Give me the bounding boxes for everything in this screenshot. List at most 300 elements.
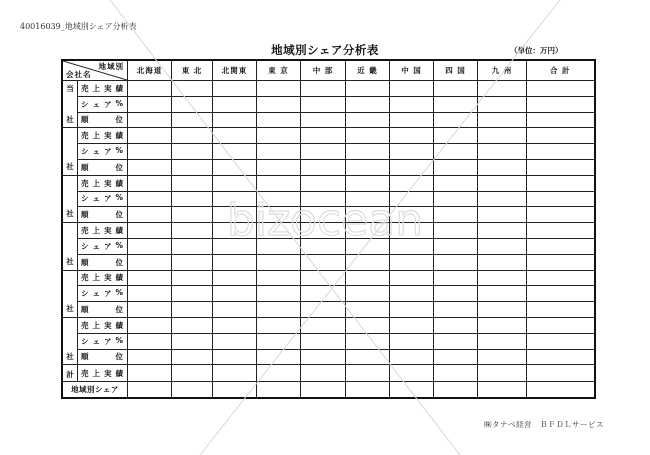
data-cell[interactable]	[172, 365, 213, 382]
data-cell[interactable]	[301, 238, 346, 254]
data-cell[interactable]	[128, 81, 172, 97]
data-cell[interactable]	[434, 128, 478, 144]
metric-char: ェ	[92, 147, 101, 157]
table-row	[62, 128, 595, 144]
data-cell[interactable]	[346, 286, 390, 302]
data-cell[interactable]	[478, 144, 527, 160]
data-cell[interactable]	[434, 112, 478, 128]
region-header: 近 畿	[346, 60, 390, 81]
data-cell[interactable]	[346, 112, 390, 128]
data-cell[interactable]	[478, 254, 527, 270]
data-cell[interactable]	[213, 333, 257, 349]
data-cell[interactable]	[346, 382, 390, 398]
share-analysis-table	[61, 59, 596, 399]
metric-char: 績	[115, 83, 124, 93]
data-cell[interactable]	[346, 349, 390, 365]
data-cell[interactable]	[527, 254, 595, 270]
data-cell[interactable]	[301, 382, 346, 398]
data-cell[interactable]	[172, 112, 213, 128]
company-char: 社	[66, 162, 74, 172]
data-cell[interactable]	[128, 207, 172, 223]
data-cell[interactable]	[346, 317, 390, 333]
data-cell[interactable]	[527, 365, 595, 382]
data-cell[interactable]	[434, 223, 478, 239]
data-cell[interactable]	[301, 302, 346, 318]
metric-char: 上	[92, 273, 101, 283]
metric-char: 位	[115, 115, 124, 125]
data-cell[interactable]	[257, 333, 301, 349]
data-cell[interactable]	[527, 270, 595, 286]
data-cell[interactable]	[128, 96, 172, 112]
data-cell[interactable]	[478, 128, 527, 144]
metric-char: 実	[104, 226, 113, 236]
data-cell[interactable]	[257, 286, 301, 302]
metric-char: 順	[81, 210, 90, 220]
data-cell[interactable]	[213, 254, 257, 270]
corner-top-label: 地域別	[98, 62, 124, 71]
data-cell[interactable]	[172, 238, 213, 254]
table-row	[62, 270, 595, 286]
company-char: 社	[66, 209, 74, 219]
data-cell[interactable]	[172, 159, 213, 175]
metric-char: 順	[81, 305, 90, 315]
metric-char: %	[115, 240, 124, 250]
data-cell[interactable]	[527, 144, 595, 160]
metric-char: 績	[115, 368, 124, 378]
data-cell[interactable]	[213, 175, 257, 191]
data-cell[interactable]	[172, 382, 213, 398]
metric-char: 売	[81, 131, 90, 141]
metric-char: シ	[81, 194, 90, 204]
data-cell[interactable]	[128, 223, 172, 239]
metric-char: %	[115, 98, 124, 108]
data-cell[interactable]	[257, 96, 301, 112]
data-cell[interactable]	[390, 159, 434, 175]
data-cell[interactable]	[527, 96, 595, 112]
data-cell[interactable]	[434, 81, 478, 97]
data-cell[interactable]	[478, 365, 527, 382]
data-cell[interactable]	[257, 302, 301, 318]
company-name-cell[interactable]	[62, 317, 78, 364]
data-cell[interactable]	[346, 128, 390, 144]
metric-label	[78, 207, 128, 223]
data-cell[interactable]	[527, 81, 595, 97]
metric-char: %	[115, 193, 124, 203]
metric-char: 上	[92, 320, 101, 330]
data-cell[interactable]	[213, 191, 257, 207]
data-cell[interactable]	[346, 207, 390, 223]
data-cell[interactable]	[390, 382, 434, 398]
metric-char: 績	[115, 131, 124, 141]
watermark-text: bizocean	[226, 195, 424, 246]
page-title: 地域別シェア分析表	[271, 43, 379, 57]
data-cell[interactable]	[527, 112, 595, 128]
data-cell[interactable]	[390, 81, 434, 97]
region-header: 中 国	[390, 60, 434, 81]
data-cell[interactable]	[128, 365, 172, 382]
data-cell[interactable]	[434, 317, 478, 333]
data-cell[interactable]	[257, 349, 301, 365]
data-cell[interactable]	[527, 128, 595, 144]
data-cell[interactable]	[478, 333, 527, 349]
company-char: 社	[66, 304, 74, 314]
data-cell[interactable]	[128, 254, 172, 270]
data-cell[interactable]	[434, 207, 478, 223]
data-cell[interactable]	[257, 81, 301, 97]
data-cell[interactable]	[257, 238, 301, 254]
data-cell[interactable]	[478, 112, 527, 128]
data-cell[interactable]	[128, 238, 172, 254]
metric-char: 売	[81, 320, 90, 330]
metric-char: ェ	[92, 99, 101, 109]
metric-char: ェ	[92, 336, 101, 346]
metric-label	[78, 191, 128, 207]
data-cell[interactable]	[346, 144, 390, 160]
corner-bottom-label: 会社名	[66, 70, 92, 79]
metric-label	[78, 175, 128, 191]
data-cell[interactable]	[128, 382, 172, 398]
metric-char: 位	[115, 305, 124, 315]
metric-label	[78, 270, 128, 286]
metric-label	[78, 254, 128, 270]
data-cell[interactable]	[478, 191, 527, 207]
data-cell[interactable]	[390, 270, 434, 286]
metric-label	[78, 286, 128, 302]
data-cell[interactable]	[527, 159, 595, 175]
metric-label	[78, 144, 128, 160]
data-cell[interactable]	[213, 223, 257, 239]
data-cell[interactable]	[390, 333, 434, 349]
data-cell[interactable]	[301, 349, 346, 365]
data-cell[interactable]	[346, 333, 390, 349]
data-cell[interactable]	[478, 223, 527, 239]
table-row	[62, 175, 595, 191]
data-cell[interactable]	[434, 238, 478, 254]
metric-char: シ	[81, 99, 90, 109]
data-cell[interactable]	[390, 365, 434, 382]
data-cell[interactable]	[301, 254, 346, 270]
data-cell[interactable]	[434, 191, 478, 207]
data-cell[interactable]	[527, 223, 595, 239]
data-cell[interactable]	[434, 159, 478, 175]
metric-char: 実	[104, 83, 113, 93]
data-cell[interactable]	[172, 175, 213, 191]
data-cell[interactable]	[257, 144, 301, 160]
metric-char: ェ	[92, 289, 101, 299]
data-cell[interactable]	[390, 317, 434, 333]
data-cell[interactable]	[390, 207, 434, 223]
data-cell[interactable]	[478, 349, 527, 365]
data-cell[interactable]	[213, 317, 257, 333]
data-cell[interactable]	[172, 270, 213, 286]
data-cell[interactable]	[172, 317, 213, 333]
data-cell[interactable]	[213, 81, 257, 97]
data-cell[interactable]	[128, 159, 172, 175]
metric-char: %	[115, 335, 124, 345]
data-cell[interactable]	[128, 270, 172, 286]
company-name-cell[interactable]	[62, 81, 78, 128]
data-cell[interactable]	[213, 112, 257, 128]
data-cell[interactable]	[527, 286, 595, 302]
data-cell[interactable]	[478, 175, 527, 191]
data-cell[interactable]	[257, 382, 301, 398]
table-row	[62, 207, 595, 223]
data-cell[interactable]	[434, 270, 478, 286]
data-cell[interactable]	[478, 317, 527, 333]
data-cell[interactable]	[346, 270, 390, 286]
total-metric-label	[78, 365, 128, 382]
data-cell[interactable]	[434, 96, 478, 112]
data-cell[interactable]	[434, 144, 478, 160]
company-name-cell[interactable]	[62, 128, 78, 175]
data-cell[interactable]	[434, 175, 478, 191]
data-cell[interactable]	[301, 223, 346, 239]
data-cell[interactable]	[390, 223, 434, 239]
data-cell[interactable]	[172, 254, 213, 270]
table-row	[62, 349, 595, 365]
data-cell[interactable]	[301, 191, 346, 207]
metric-char: 順	[81, 115, 90, 125]
data-cell[interactable]	[478, 159, 527, 175]
data-cell[interactable]	[434, 382, 478, 398]
data-cell[interactable]	[213, 365, 257, 382]
data-cell[interactable]	[478, 207, 527, 223]
metric-char: ア	[103, 336, 113, 346]
data-cell[interactable]	[390, 112, 434, 128]
table-row	[62, 112, 595, 128]
data-cell[interactable]	[213, 144, 257, 160]
metric-char: ェ	[92, 194, 101, 204]
data-cell[interactable]	[128, 286, 172, 302]
header-row	[62, 60, 595, 81]
data-cell[interactable]	[434, 333, 478, 349]
company-char: 当	[66, 83, 74, 93]
data-cell[interactable]	[301, 365, 346, 382]
data-cell[interactable]	[213, 286, 257, 302]
company-name-cell[interactable]	[62, 175, 78, 222]
data-cell[interactable]	[128, 349, 172, 365]
data-cell[interactable]	[346, 302, 390, 318]
data-cell[interactable]	[478, 302, 527, 318]
data-cell[interactable]	[527, 175, 595, 191]
metric-char: 売	[81, 226, 90, 236]
data-cell[interactable]	[478, 81, 527, 97]
data-cell[interactable]	[434, 302, 478, 318]
data-cell[interactable]	[346, 159, 390, 175]
data-cell[interactable]	[346, 223, 390, 239]
data-cell[interactable]	[128, 333, 172, 349]
data-cell[interactable]	[527, 349, 595, 365]
data-cell[interactable]	[128, 144, 172, 160]
unit-note: （単位：万円）	[510, 46, 563, 55]
metric-label	[78, 223, 128, 239]
data-cell[interactable]	[301, 96, 346, 112]
data-cell[interactable]	[257, 365, 301, 382]
data-cell[interactable]	[346, 191, 390, 207]
data-cell[interactable]	[257, 254, 301, 270]
data-cell[interactable]	[128, 175, 172, 191]
data-cell[interactable]	[257, 159, 301, 175]
data-cell[interactable]	[257, 223, 301, 239]
region-header: 北関東	[213, 60, 257, 81]
data-cell[interactable]	[301, 81, 346, 97]
data-cell[interactable]	[172, 96, 213, 112]
data-cell[interactable]	[478, 286, 527, 302]
company-name-cell[interactable]	[62, 223, 78, 270]
data-cell[interactable]	[434, 349, 478, 365]
data-cell[interactable]	[257, 270, 301, 286]
metric-char: 上	[92, 178, 101, 188]
data-cell[interactable]	[213, 96, 257, 112]
data-cell[interactable]	[527, 238, 595, 254]
data-cell[interactable]	[257, 191, 301, 207]
data-cell[interactable]	[257, 317, 301, 333]
data-cell[interactable]	[301, 270, 346, 286]
data-cell[interactable]	[172, 207, 213, 223]
data-cell[interactable]	[478, 382, 527, 398]
metric-char: 上	[92, 368, 101, 378]
data-cell[interactable]	[527, 333, 595, 349]
metric-char: 売	[81, 178, 90, 188]
metric-char: 順	[81, 162, 90, 172]
data-cell[interactable]	[390, 96, 434, 112]
data-cell[interactable]	[213, 159, 257, 175]
total-label: 計	[62, 365, 78, 382]
data-cell[interactable]	[301, 159, 346, 175]
data-cell[interactable]	[128, 112, 172, 128]
metric-label	[78, 96, 128, 112]
data-cell[interactable]	[213, 128, 257, 144]
metric-char: 実	[104, 178, 113, 188]
data-cell[interactable]	[301, 333, 346, 349]
data-cell[interactable]	[527, 317, 595, 333]
metric-char: 売	[81, 273, 90, 283]
data-cell[interactable]	[390, 144, 434, 160]
metric-label	[78, 333, 128, 349]
data-cell[interactable]	[172, 128, 213, 144]
metric-char: ア	[103, 99, 113, 109]
metric-char: %	[115, 288, 124, 298]
data-cell[interactable]	[434, 254, 478, 270]
data-cell[interactable]	[301, 286, 346, 302]
data-cell[interactable]	[213, 302, 257, 318]
data-cell[interactable]	[390, 286, 434, 302]
data-cell[interactable]	[213, 270, 257, 286]
table-row	[62, 286, 595, 302]
data-cell[interactable]	[213, 238, 257, 254]
data-cell[interactable]	[346, 365, 390, 382]
data-cell[interactable]	[301, 112, 346, 128]
data-cell[interactable]	[172, 333, 213, 349]
table-row	[62, 333, 595, 349]
data-cell[interactable]	[172, 81, 213, 97]
data-cell[interactable]	[301, 317, 346, 333]
data-cell[interactable]	[257, 112, 301, 128]
data-cell[interactable]	[346, 81, 390, 97]
data-cell[interactable]	[346, 254, 390, 270]
data-cell[interactable]	[172, 286, 213, 302]
data-cell[interactable]	[172, 223, 213, 239]
data-cell[interactable]	[478, 238, 527, 254]
data-cell[interactable]	[301, 128, 346, 144]
metric-label	[78, 112, 128, 128]
company-char: 社	[66, 256, 74, 266]
metric-char: 売	[81, 83, 90, 93]
data-cell[interactable]	[172, 349, 213, 365]
data-cell[interactable]	[172, 191, 213, 207]
data-cell[interactable]	[478, 270, 527, 286]
metric-label	[78, 81, 128, 97]
data-cell[interactable]	[301, 207, 346, 223]
data-cell[interactable]	[346, 96, 390, 112]
data-cell[interactable]	[172, 144, 213, 160]
data-cell[interactable]	[257, 128, 301, 144]
data-cell[interactable]	[390, 254, 434, 270]
data-cell[interactable]	[301, 144, 346, 160]
data-cell[interactable]	[390, 128, 434, 144]
region-header: 四 国	[434, 60, 478, 81]
data-cell[interactable]	[128, 317, 172, 333]
data-cell[interactable]	[128, 302, 172, 318]
data-cell[interactable]	[478, 96, 527, 112]
metric-char: 位	[115, 352, 124, 362]
data-cell[interactable]	[346, 175, 390, 191]
metric-char: シ	[81, 336, 90, 346]
data-cell[interactable]	[213, 207, 257, 223]
metric-char: ア	[103, 289, 113, 299]
company-name-cell[interactable]	[62, 270, 78, 317]
data-cell[interactable]	[128, 128, 172, 144]
metric-label	[78, 302, 128, 318]
data-cell[interactable]	[390, 349, 434, 365]
region-header: 中 部	[301, 60, 346, 81]
data-cell[interactable]	[213, 382, 257, 398]
data-cell[interactable]	[301, 175, 346, 191]
metric-label	[78, 317, 128, 333]
metric-char: 売	[81, 368, 90, 378]
region-header: 東 京	[257, 60, 301, 81]
metric-char: ェ	[92, 241, 101, 251]
metric-char: 実	[104, 368, 113, 378]
data-cell[interactable]	[527, 302, 595, 318]
data-cell[interactable]	[390, 238, 434, 254]
data-cell[interactable]	[257, 207, 301, 223]
data-cell[interactable]	[527, 382, 595, 398]
data-cell[interactable]	[434, 286, 478, 302]
table-row	[62, 159, 595, 175]
metric-char: ア	[103, 194, 113, 204]
data-cell[interactable]	[346, 238, 390, 254]
data-cell[interactable]	[390, 302, 434, 318]
metric-char: %	[115, 146, 124, 156]
metric-char: 実	[104, 131, 113, 141]
metric-char: ア	[103, 147, 113, 157]
data-cell[interactable]	[527, 191, 595, 207]
table-row	[62, 144, 595, 160]
data-cell[interactable]	[213, 349, 257, 365]
data-cell[interactable]	[128, 191, 172, 207]
metric-char: 上	[92, 131, 101, 141]
data-cell[interactable]	[434, 365, 478, 382]
total-row	[62, 365, 595, 382]
table-row	[62, 81, 595, 97]
data-cell[interactable]	[390, 191, 434, 207]
data-cell[interactable]	[390, 175, 434, 191]
data-cell[interactable]	[257, 175, 301, 191]
data-cell[interactable]	[172, 302, 213, 318]
data-cell[interactable]	[527, 207, 595, 223]
table-row	[62, 96, 595, 112]
